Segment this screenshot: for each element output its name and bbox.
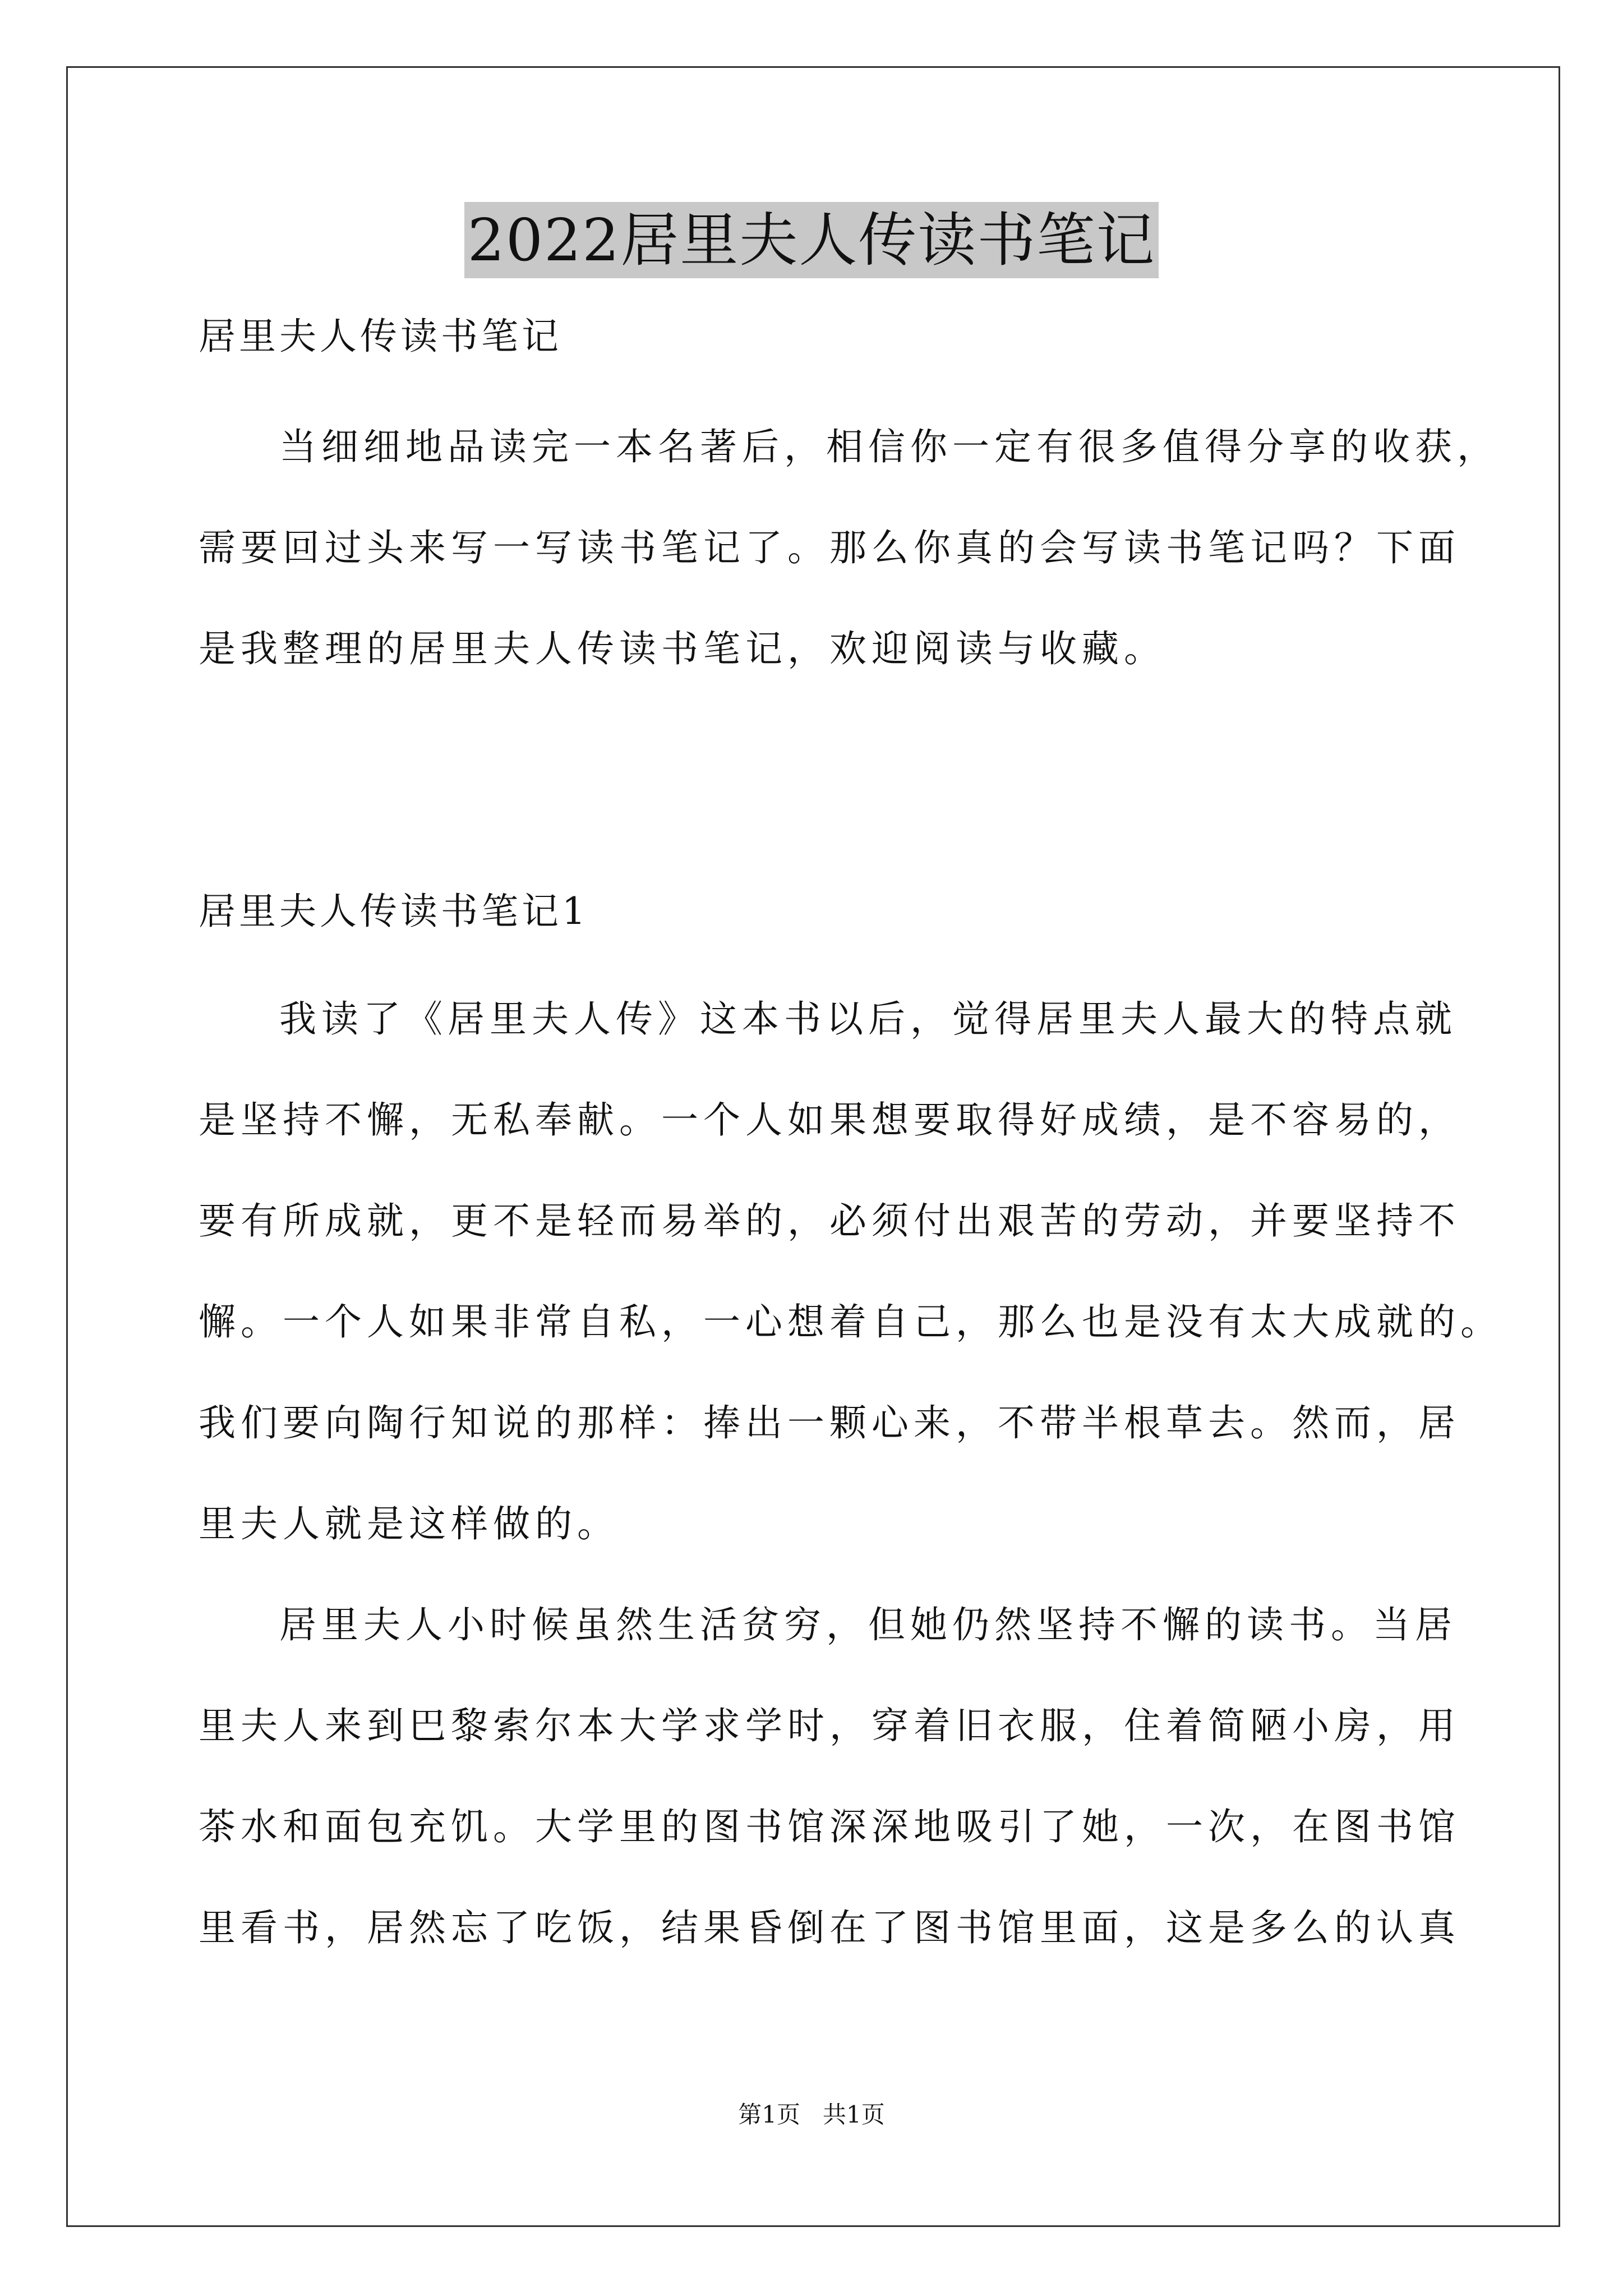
para1-line-3: 要有所成就，更不是轻而易举的，必须付出艰苦的劳动，并要坚持不 [199, 1199, 1460, 1243]
para2-line-3: 茶水和面包充饥。大学里的图书馆深深地吸引了她，一次，在图书馆 [199, 1805, 1460, 1848]
para2-line-4: 里看书，居然忘了吃饭，结果昏倒在了图书馆里面，这是多么的认真 [199, 1906, 1460, 1949]
para2-line-1: 居里夫人小时候虽然生活贫穷，但她仍然坚持不懈的读书。当居 [279, 1603, 1457, 1646]
para2-line-2: 里夫人来到巴黎索尔本大学求学时，穿着旧衣服，住着简陋小房，用 [199, 1704, 1460, 1747]
para1-line-5: 我们要向陶行知说的那样：捧出一颗心来，不带半根草去。然而，居 [199, 1401, 1460, 1444]
intro-line-3: 是我整理的居里夫人传读书笔记，欢迎阅读与收藏。 [199, 627, 1166, 670]
document-title: 2022居里夫人传读书笔记 [464, 202, 1159, 278]
title-container [0, 202, 1623, 278]
para1-line-6: 里夫人就是这样做的。 [199, 1502, 619, 1545]
para1-line-2: 是坚持不懈，无私奉献。一个人如果想要取得好成绩，是不容易的， [199, 1098, 1460, 1142]
document-subtitle: 居里夫人传读书笔记 [199, 315, 562, 358]
intro-line-1: 当细细地品读完一本名著后，相信你一定有很多值得分享的收获， [279, 425, 1499, 468]
page-footer: 第1页 共1页 [738, 2101, 885, 2128]
para1-line-4: 懈。一个人如果非常自私，一心想着自己，那么也是没有太大成就的。 [199, 1300, 1502, 1343]
section-heading: 居里夫人传读书笔记1 [199, 890, 589, 933]
para1-line-1: 我读了《居里夫人传》这本书以后，觉得居里夫人最大的特点就 [279, 997, 1457, 1041]
intro-line-2: 需要回过头来写一写读书笔记了。那么你真的会写读书笔记吗？下面 [199, 526, 1460, 569]
